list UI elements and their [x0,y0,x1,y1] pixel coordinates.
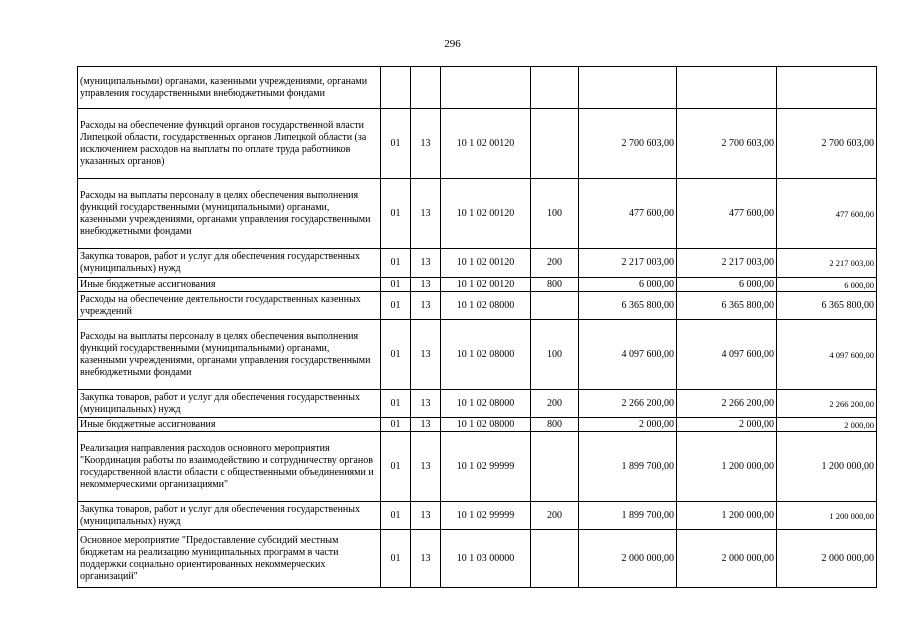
table-row [78,418,877,432]
table-row [78,179,877,249]
table-row [78,292,877,320]
row-name-cell: Расходы на обеспечение функций органов государственной власти Липецкой области, государственных органов Липецкой области (за исключением расходов на выплаты по оплате труда работников указанных органов) [78,109,381,179]
amount-year-2-cell: 6 365 800,00 [677,292,777,320]
section-code-cell: 01 [381,249,411,278]
expense-type-cell [531,530,579,588]
subsection-code-cell: 13 [411,292,441,320]
subsection-code-cell: 13 [411,278,441,292]
amount-year-2-cell: 2 000,00 [677,418,777,432]
subsection-code-cell [411,67,441,109]
table-body [78,67,877,588]
table-row [78,278,877,292]
subsection-code-cell: 13 [411,432,441,502]
row-name-cell: Закупка товаров, работ и услуг для обеспечения государственных (муниципальных) нужд [78,249,381,278]
amount-year-3-cell: 6 000,00 [777,278,877,292]
table-row [78,109,877,179]
expense-type-cell [531,432,579,502]
target-article-cell: 10 1 02 00120 [441,109,531,179]
amount-year-1-cell: 2 266 200,00 [579,390,677,418]
target-article-cell: 10 1 03 00000 [441,530,531,588]
amount-year-3-cell: 477 600,00 [777,179,877,249]
section-code-cell: 01 [381,179,411,249]
budget-table [77,66,877,588]
section-code-cell: 01 [381,292,411,320]
amount-year-1-cell: 4 097 600,00 [579,320,677,390]
table-row [78,320,877,390]
row-name-cell: Закупка товаров, работ и услуг для обеспечения государственных (муниципальных) нужд [78,502,381,530]
target-article-cell: 10 1 02 08000 [441,292,531,320]
section-code-cell: 01 [381,390,411,418]
section-code-cell [381,67,411,109]
table-row [78,530,877,588]
subsection-code-cell: 13 [411,530,441,588]
row-name-cell: Расходы на выплаты персоналу в целях обеспечения выполнения функций государственными (муниципальными) органами, казенными учреждениями, органами управления государственными внебюджетными фондами [78,320,381,390]
amount-year-3-cell: 1 200 000,00 [777,432,877,502]
subsection-code-cell: 13 [411,320,441,390]
section-code-cell: 01 [381,109,411,179]
expense-type-cell: 800 [531,278,579,292]
amount-year-3-cell: 2 000 000,00 [777,530,877,588]
amount-year-3-cell: 2 000,00 [777,418,877,432]
expense-type-cell [531,67,579,109]
subsection-code-cell: 13 [411,109,441,179]
expense-type-cell [531,292,579,320]
target-article-cell: 10 1 02 99999 [441,432,531,502]
target-article-cell: 10 1 02 08000 [441,320,531,390]
expense-type-cell: 200 [531,390,579,418]
amount-year-1-cell [579,67,677,109]
amount-year-2-cell: 4 097 600,00 [677,320,777,390]
row-name-cell: Основное мероприятие "Предоставление субсидий местным бюджетам на реализацию муниципальных программ в части поддержки социально ориентированных некоммерческих организаций" [78,530,381,588]
amount-year-1-cell: 477 600,00 [579,179,677,249]
amount-year-3-cell: 2 217 003,00 [777,249,877,278]
expense-type-cell [531,109,579,179]
section-code-cell: 01 [381,278,411,292]
subsection-code-cell: 13 [411,249,441,278]
target-article-cell: 10 1 02 00120 [441,249,531,278]
subsection-code-cell: 13 [411,390,441,418]
amount-year-2-cell: 1 200 000,00 [677,502,777,530]
subsection-code-cell: 13 [411,418,441,432]
table-row [78,390,877,418]
subsection-code-cell: 13 [411,502,441,530]
target-article-cell: 10 1 02 08000 [441,418,531,432]
expense-type-cell: 100 [531,320,579,390]
row-name-cell: Расходы на выплаты персоналу в целях обеспечения выполнения функций государственными (муниципальными) органами, казенными учреждениями, органами управления государственными внебюджетными фондами [78,179,381,249]
amount-year-2-cell [677,67,777,109]
amount-year-2-cell: 6 000,00 [677,278,777,292]
row-name-cell: Закупка товаров, работ и услуг для обеспечения государственных (муниципальных) нужд [78,390,381,418]
expense-type-cell: 100 [531,179,579,249]
target-article-cell: 10 1 02 99999 [441,502,531,530]
section-code-cell: 01 [381,320,411,390]
amount-year-1-cell: 6 000,00 [579,278,677,292]
amount-year-1-cell: 2 000,00 [579,418,677,432]
row-name-cell: Иные бюджетные ассигнования [78,278,381,292]
amount-year-3-cell: 2 266 200,00 [777,390,877,418]
amount-year-2-cell: 2 217 003,00 [677,249,777,278]
section-code-cell: 01 [381,418,411,432]
row-name-cell: Иные бюджетные ассигнования [78,418,381,432]
expense-type-cell: 800 [531,418,579,432]
section-code-cell: 01 [381,530,411,588]
amount-year-2-cell: 477 600,00 [677,179,777,249]
page-number: 296 [444,38,461,50]
table-row [78,502,877,530]
amount-year-2-cell: 2 000 000,00 [677,530,777,588]
amount-year-2-cell: 2 700 603,00 [677,109,777,179]
amount-year-1-cell: 6 365 800,00 [579,292,677,320]
amount-year-1-cell: 2 000 000,00 [579,530,677,588]
target-article-cell [441,67,531,109]
amount-year-1-cell: 1 899 700,00 [579,432,677,502]
amount-year-2-cell: 2 266 200,00 [677,390,777,418]
subsection-code-cell: 13 [411,179,441,249]
target-article-cell: 10 1 02 00120 [441,179,531,249]
row-name-cell: Реализация направления расходов основного мероприятия "Координация работы по взаимодействию и сотрудничеству органов государственной власти области с общественными объединениями и некоммерческими организациями" [78,432,381,502]
amount-year-2-cell: 1 200 000,00 [677,432,777,502]
amount-year-1-cell: 1 899 700,00 [579,502,677,530]
section-code-cell: 01 [381,502,411,530]
amount-year-1-cell: 2 217 003,00 [579,249,677,278]
section-code-cell: 01 [381,432,411,502]
target-article-cell: 10 1 02 00120 [441,278,531,292]
table-row [78,249,877,278]
amount-year-3-cell: 4 097 600,00 [777,320,877,390]
row-name-cell: (муниципальными) органами, казенными учреждениями, органами управления государственными внебюджетными фондами [78,67,381,109]
amount-year-3-cell: 6 365 800,00 [777,292,877,320]
row-name-cell: Расходы на обеспечение деятельности государственных казенных учреждений [78,292,381,320]
amount-year-1-cell: 2 700 603,00 [579,109,677,179]
table-row [78,432,877,502]
target-article-cell: 10 1 02 08000 [441,390,531,418]
amount-year-3-cell: 1 200 000,00 [777,502,877,530]
amount-year-3-cell: 2 700 603,00 [777,109,877,179]
expense-type-cell: 200 [531,249,579,278]
expense-type-cell: 200 [531,502,579,530]
table-row [78,67,877,109]
amount-year-3-cell [777,67,877,109]
